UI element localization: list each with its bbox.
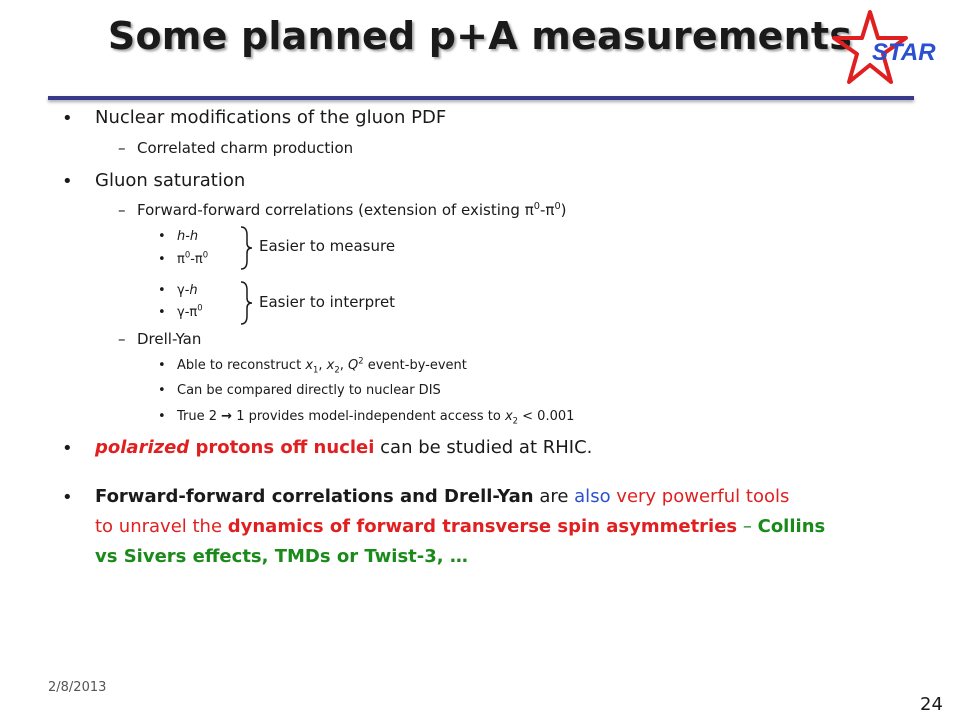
brace-interpret [238, 280, 254, 326]
logo-text: STAR [872, 39, 936, 66]
bullet-dot: • [62, 487, 73, 508]
title-divider [48, 96, 914, 100]
bullet-ffdy-line2: to unravel the dynamics of forward transverse spin asymmetries – Collins [95, 516, 826, 537]
arrow-icon: → [221, 409, 233, 424]
bullet-dot: • [62, 108, 73, 129]
bullet-dot: • [62, 171, 73, 192]
label-easier-interpret: Easier to interpret [259, 293, 396, 311]
bullet-gluon-pdf: Nuclear modifications of the gluon PDF [95, 107, 447, 128]
bullet-ffdy-line1: Forward-forward correlations and Drell-Yan are also very powerful tools [95, 486, 790, 507]
bullet-dot: • [158, 283, 166, 298]
bullet-saturation: Gluon saturation [95, 170, 246, 191]
bullet-gamma-pi0: $\gamma-\pi^0$ [177, 302, 203, 320]
bullet-polarized: polarized protons off nuclei can be studied at RHIC. [95, 437, 593, 458]
star-logo [828, 8, 948, 90]
slide-title: Some planned p+A measurements [107, 14, 853, 58]
bullet-true-2-1: True 2 → 1 provides model-independent access to $x_2 < 0.001$ [177, 409, 575, 426]
bullet-compared: Can be compared directly to nuclear DIS [177, 383, 441, 398]
dash: – [118, 330, 126, 348]
bullet-ff-correlations: Forward-forward correlations (extension of existing $\pi^0-\pi^0$) [137, 201, 567, 219]
bullet-reconstruct: Able to reconstruct $x_1$, $x_2$, $Q^2$ event-by-event [177, 355, 467, 375]
bullet-ffdy-line3: vs Sivers effects, TMDs or Twist-3, … [95, 546, 468, 567]
dash: – [118, 201, 126, 219]
page-number: 24 [920, 694, 943, 715]
bullet-dot: • [158, 383, 166, 398]
label-easier-measure: Easier to measure [259, 237, 396, 255]
bullet-dot: • [158, 305, 166, 320]
bullet-drell-yan: Drell-Yan [137, 330, 202, 348]
bullet-gamma-h: γ-h [177, 283, 198, 298]
brace-measure [238, 225, 254, 271]
bullet-dot: • [158, 409, 166, 424]
bullet-dot: • [158, 252, 166, 267]
bullet-pi0pi0: $\pi^0-\pi^0$ [177, 249, 209, 267]
footer-date: 2/8/2013 [48, 680, 107, 695]
bullet-dot: • [158, 229, 166, 244]
bullet-dot: • [62, 438, 73, 459]
dash: – [118, 139, 126, 157]
bullet-charm: Correlated charm production [137, 139, 354, 157]
bullet-dot: • [158, 358, 166, 373]
bullet-hh: h-h [177, 229, 199, 244]
